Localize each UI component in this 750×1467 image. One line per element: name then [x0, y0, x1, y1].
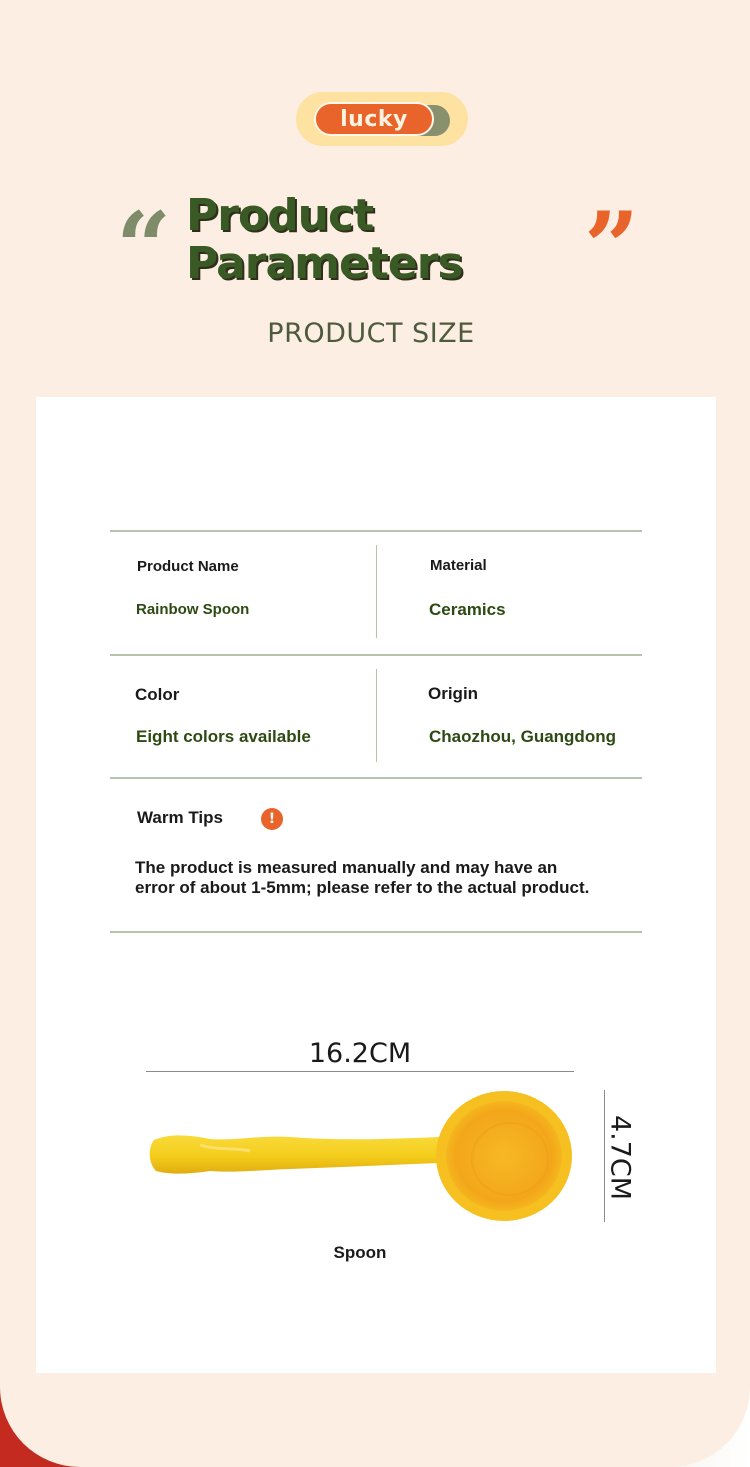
- origin-value: Chaozhou, Guangdong: [429, 727, 616, 746]
- divider: [110, 530, 642, 532]
- warm-tips-text: The product is measured manually and may have an error of about 1-5mm; please refer to the actual product.: [135, 858, 590, 897]
- material-value: Ceramics: [429, 600, 506, 619]
- divider: [110, 777, 642, 779]
- color-label: Color: [135, 685, 180, 704]
- material-label: Material: [430, 557, 487, 574]
- divider: [376, 669, 377, 762]
- divider: [110, 654, 642, 656]
- color-value: Eight colors available: [136, 727, 311, 746]
- page-title: Product Parameters: [186, 190, 463, 289]
- warm-tips-label: Warm Tips: [137, 808, 223, 827]
- width-dimension-line: [146, 1071, 574, 1072]
- divider: [376, 545, 377, 638]
- page-subtitle: PRODUCT SIZE: [267, 318, 475, 349]
- close-quote-icon: ”: [584, 191, 640, 304]
- height-dimension-label: 4.7CM: [604, 1114, 636, 1201]
- product-name-value: Rainbow Spoon: [136, 601, 250, 618]
- spoon-image: [140, 1085, 580, 1230]
- open-quote-icon: “: [116, 191, 172, 304]
- lucky-badge-label: lucky: [314, 102, 434, 136]
- divider: [110, 931, 642, 933]
- product-name-label: Product Name: [137, 558, 239, 575]
- origin-label: Origin: [428, 684, 479, 703]
- width-dimension-label: 16.2CM: [308, 1038, 412, 1069]
- spoon-caption: Spoon: [333, 1243, 387, 1262]
- warning-icon: !: [261, 808, 283, 830]
